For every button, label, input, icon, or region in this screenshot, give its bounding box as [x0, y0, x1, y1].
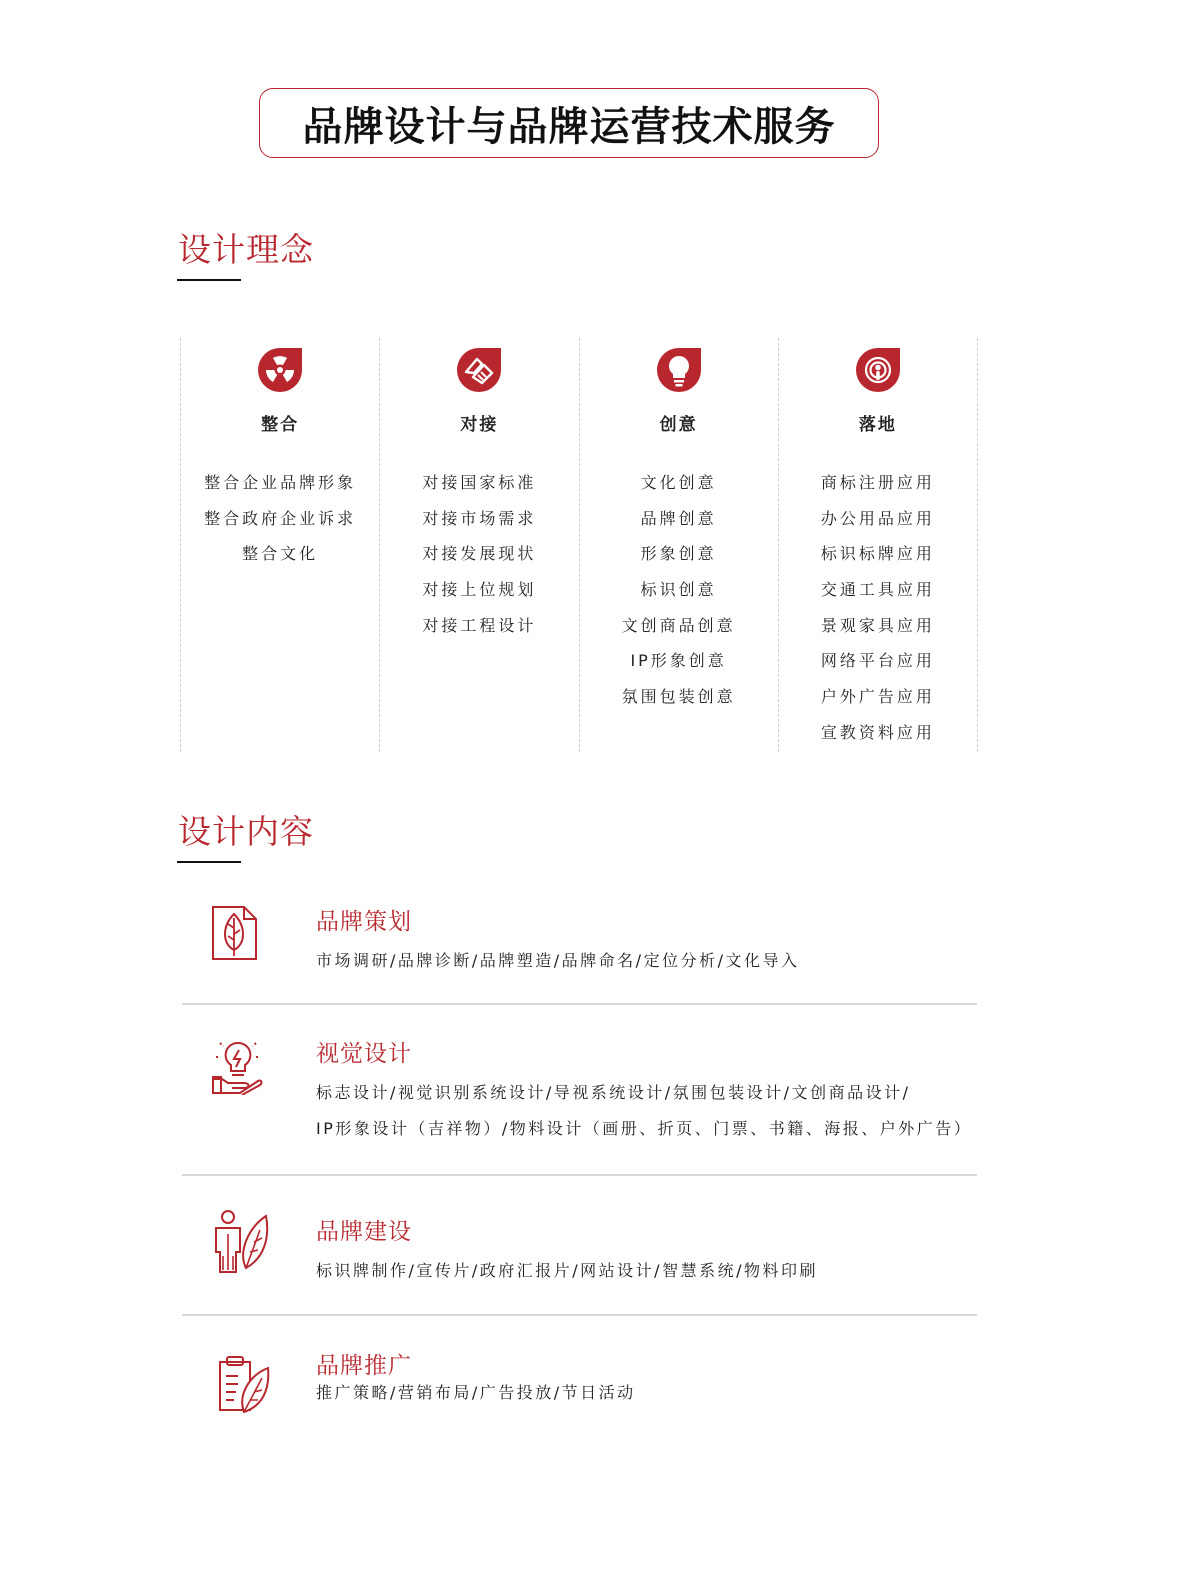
- person-leaf-icon: [210, 1208, 270, 1276]
- concept-column-creative: [579, 338, 778, 752]
- concept-list: [779, 470, 977, 756]
- handshake-icon: [455, 346, 503, 394]
- concept-title: 对接: [460, 415, 499, 435]
- concept-list: [181, 470, 379, 577]
- content-description: 推广策略/营销布局/广告投放/节日活动: [316, 1383, 636, 1402]
- concept-title: 创意: [659, 415, 698, 435]
- content-title: 品牌推广: [316, 1353, 412, 1379]
- lightbulb-icon: [655, 346, 703, 394]
- clipboard-leaf-icon: [214, 1354, 272, 1416]
- concept-list: [380, 470, 578, 648]
- radiation-icon: [256, 346, 304, 394]
- concept-item: 对接市场需求: [422, 508, 537, 528]
- concept-item: 对接国家标准: [422, 473, 537, 492]
- leaf-document-icon: [210, 904, 262, 962]
- concept-item: IP形象创意: [630, 651, 727, 671]
- concept-item: 宣教资料应用: [820, 722, 935, 742]
- concept-item: 整合政府企业诉求: [204, 508, 357, 528]
- content-description: IP形象设计（吉祥物）/物料设计（画册、折页、门票、书籍、海报、户外广告）: [316, 1119, 973, 1138]
- concept-item: 对接工程设计: [422, 615, 537, 635]
- content-description: 标识牌制作/宣传片/政府汇报片/网站设计/智慧系统/物料印刷: [316, 1261, 818, 1280]
- concept-item: 氛围包装创意: [621, 687, 736, 707]
- content-heading: 设计内容: [178, 812, 314, 851]
- concept-column-connect: [379, 338, 578, 752]
- content-description: 市场调研/品牌诊断/品牌塑造/品牌命名/定位分析/文化导入: [316, 951, 800, 970]
- concept-title: 整合: [261, 415, 300, 435]
- content-title: 视觉设计: [316, 1041, 412, 1067]
- concept-column-integrate: [180, 338, 379, 752]
- concept-item: 网络平台应用: [820, 651, 935, 671]
- lightbulb-hand-icon: [210, 1037, 266, 1095]
- content-title: 品牌建设: [316, 1219, 412, 1245]
- concept-grid: [180, 338, 978, 752]
- concept-item: 品牌创意: [640, 508, 717, 528]
- divider: [182, 1003, 977, 1005]
- concept-item: 标识创意: [640, 580, 717, 600]
- concept-column-implement: [778, 338, 978, 752]
- concept-item: 对接发展现状: [422, 544, 537, 564]
- concept-item: 交通工具应用: [820, 580, 935, 600]
- content-heading-underline: [177, 861, 241, 863]
- title-banner: [259, 88, 879, 158]
- concept-item: 整合企业品牌形象: [204, 473, 357, 492]
- concept-title: 落地: [858, 415, 897, 435]
- concept-item: 整合文化: [242, 544, 319, 564]
- concept-heading-underline: [177, 279, 241, 281]
- content-title: 品牌策划: [316, 909, 412, 935]
- concept-item: 办公用品应用: [820, 508, 935, 528]
- concept-item: 文化创意: [640, 473, 717, 492]
- divider: [182, 1314, 977, 1316]
- concept-item: 形象创意: [640, 544, 717, 564]
- concept-item: 文创商品创意: [621, 615, 736, 635]
- content-description: 标志设计/视觉识别系统设计/导视系统设计/氛围包装设计/文创商品设计/: [316, 1083, 911, 1102]
- podcast-icon: [854, 346, 902, 394]
- concept-item: 景观家具应用: [820, 615, 935, 635]
- concept-item: 商标注册应用: [820, 473, 935, 492]
- page-title: 品牌设计与品牌运营技术服务: [302, 102, 836, 150]
- divider: [182, 1174, 977, 1176]
- concept-list: [580, 470, 778, 720]
- concept-heading: 设计理念: [178, 230, 314, 269]
- concept-item: 标识标牌应用: [820, 544, 935, 564]
- concept-item: 对接上位规划: [422, 580, 537, 600]
- concept-item: 户外广告应用: [820, 687, 935, 707]
